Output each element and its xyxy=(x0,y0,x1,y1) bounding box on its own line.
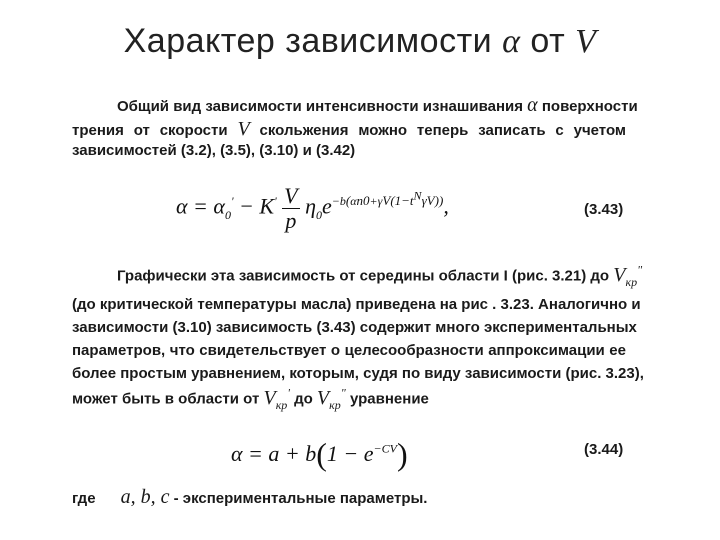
paragraph-2-line-3: зависимости (3.10) зависимость (3.43) содержит много экспериментальных xyxy=(72,319,637,336)
fraction-v-over-p: $\frac{V}{p}$ xyxy=(284,183,298,233)
where-line xyxy=(72,486,427,509)
paragraph-2-line-6: может быть в области от $V_{кр}'$ до $V_{кр}^"$ уравнение xyxy=(72,385,429,412)
paragraph-2-line-1: Графически эта зависимость от середины области I (рис. 3.21) до $V_{кр}^"$ xyxy=(117,262,643,289)
paragraph-2-line-5: более простым уравнением, которым, судя по виду зависимости (рис. 3.23), xyxy=(72,365,644,382)
paragraph-2-line-4: параметров, что свидетельствует о целесообразности аппроксимации ее xyxy=(72,342,626,359)
v-cr-double-prime: $V_{кр}^"$ xyxy=(613,262,643,289)
equation-number-3-43: (3.43) xyxy=(584,201,624,218)
paragraph-1-line-1: Общий вид зависимости интенсивности изнашивания α поверхности xyxy=(117,94,638,116)
title-variable: V xyxy=(575,23,597,60)
v-cr-double-prime-2: $V_{кр}^"$ xyxy=(316,385,346,412)
paragraph-2-line-2: (до критической температуры масла) приведена на рис . 3.23. Аналогично и xyxy=(72,296,641,313)
page-title xyxy=(0,22,720,61)
where-label: где xyxy=(72,490,96,507)
v-cr-prime: $V_{кр}'$ xyxy=(263,385,290,412)
equation-number-3-44: (3.44) xyxy=(584,441,624,458)
formula-3-44: $\alpha = a + b(1 - e^{-CV})$ xyxy=(231,436,408,472)
where-text: - экспериментальные параметры. xyxy=(173,490,428,507)
formula-3-43: $\alpha = \alpha_0' - K'$ $\frac{V}{p}$ $\eta_0e^{-b(\alpha n0+\gamma V(1-t^N\gamma V))}$, xyxy=(176,183,449,233)
paragraph-1-line-2: трения от скорости V скольжения можно теперь записать с учетом xyxy=(72,118,627,140)
title-alpha-symbol: α xyxy=(502,23,521,60)
title-text: Характер зависимости xyxy=(123,22,493,60)
where-symbols: a, b, c xyxy=(120,486,170,508)
paragraph-1-line-3: зависимостей (3.2), (3.5), (3.10) и (3.42) xyxy=(72,142,356,159)
title-connector: от xyxy=(530,22,566,60)
